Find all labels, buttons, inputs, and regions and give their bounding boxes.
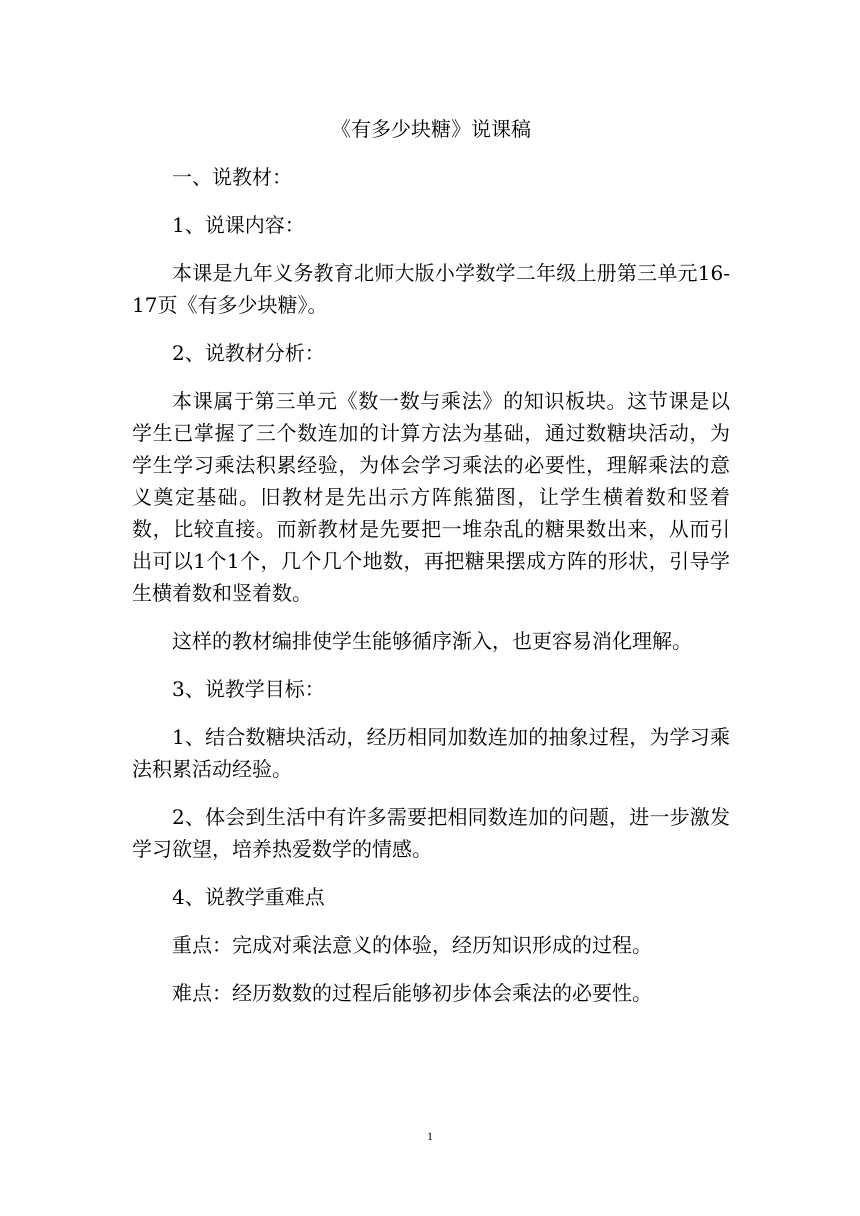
paragraph-material-analysis: 本课属于第三单元《数一数与乘法》的知识板块。这节课是以学生已掌握了三个数连加的计算方法为基础，通过数糖块活动，为学生学习乘法积累经验，为体会学习乘法的必要性，理解乘法的意义奠定基础。旧教材是先出示方阵熊猫图，让学生横着数和竖着数，比较直接。而新教材是先要把一堆杂乱的糖果数出来，从而引出可以1个1个，几个几个地数，再把糖果摆成方阵的形状，引导学生横着数和竖着数。	[132, 389, 730, 605]
heading-lesson-content: 1、说课内容：	[172, 213, 305, 237]
paragraph-arrangement: 这样的教材编排使学生能够循序渐入，也更容易消化理解。	[172, 629, 692, 653]
heading-key-points: 4、说教学重难点	[172, 885, 325, 909]
paragraph-lesson-content: 本课是九年义务教育北师大版小学数学二年级上册第三单元16-17页《有多少块糖》。	[132, 261, 730, 317]
heading-material-analysis: 2、说教材分析：	[172, 341, 325, 365]
heading-teaching-goals: 3、说教学目标：	[172, 677, 325, 701]
document-title: 《有多少块糖》说课稿	[331, 117, 531, 141]
paragraph-key-point: 重点：完成对乘法意义的体验，经历知识形成的过程。	[172, 933, 652, 957]
document-body	[132, 113, 730, 1025]
paragraph-goal-2: 2、体会到生活中有许多需要把相同数连加的问题，进一步激发学习欲望，培养热爱数学的情感。	[132, 805, 730, 861]
paragraph-goal-1: 1、结合数糖块活动，经历相同加数连加的抽象过程，为学习乘法积累活动经验。	[132, 725, 730, 781]
heading-section-1: 一、说教材：	[172, 165, 292, 189]
paragraph-difficult-point: 难点：经历数数的过程后能够初步体会乘法的必要性。	[172, 981, 652, 1005]
page-number: 1	[427, 1129, 433, 1143]
